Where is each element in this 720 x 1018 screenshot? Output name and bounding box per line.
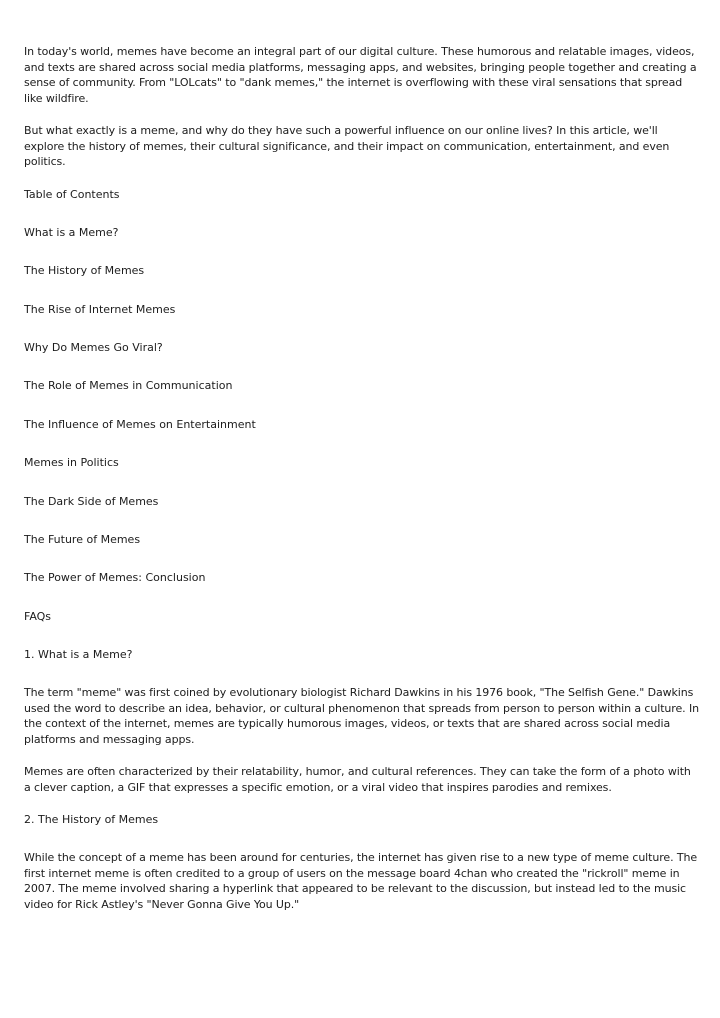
toc-item-future-of-memes: The Future of Memes [24,533,141,547]
toc-item-influence-on-entertainment: The Influence of Memes on Entertainment [24,417,256,431]
toc-item-why-memes-go-viral: Why Do Memes Go Viral? [24,341,163,355]
intro-paragraph-2: But what exactly is a meme, and why do they have such a powerful influence on our online lives? In this article, we'll explore the history of memes, their cultural significance, and their impact on communication, entertainment, and even politics. [24,124,670,168]
toc-item-role-in-communication: The Role of Memes in Communication [24,379,233,393]
section-1-heading: 1. What is a Meme? [24,648,133,662]
section-1-paragraph-2: Memes are often characterized by their relatability, humor, and cultural references. They can take the form of a photo with a clever caption, a GIF that expresses a specific emotion, or a viral video that inspires parodies and remixes. [24,765,691,794]
toc-item-what-is-a-meme: What is a Meme? [24,225,119,239]
toc-item-faqs: FAQs [24,609,52,623]
article [24,44,700,929]
toc-item-conclusion: The Power of Memes: Conclusion [24,571,206,585]
toc-item-rise-of-internet-memes: The Rise of Internet Memes [24,302,176,316]
toc-title: Table of Contents [24,187,120,201]
table-of-contents [24,225,700,647]
section-1-paragraph-1: The term "meme" was first coined by evolutionary biologist Richard Dawkins in his 1976 book, "The Selfish Gene." Dawkins used the word to describe an idea, behavior, or cultural phenomenon that spreads from person to person within a culture. In the context of the internet, memes are typically humorous images, videos, or texts that are shared across social media platforms and messaging apps. [24,686,699,746]
section-2-paragraph-1: While the concept of a meme has been around for centuries, the internet has given rise to a new type of meme culture. The first internet meme is often credited to a group of users on the message board 4chan who created the "rickroll" meme in 2007. The meme involved sharing a hyperlink that appeared to be relevant to the discussion, but instead led to the music video for Rick Astley's "Never Gonna Give You Up." [24,851,698,911]
toc-item-dark-side: The Dark Side of Memes [24,494,159,508]
toc-item-memes-in-politics: Memes in Politics [24,456,119,470]
section-2-heading: 2. The History of Memes [24,813,159,827]
toc-item-history-of-memes: The History of Memes [24,264,145,278]
intro-paragraph-1: In today's world, memes have become an integral part of our digital culture. These humorous and relatable images, videos, and texts are shared across social media platforms, messaging apps, and websites, bringing people together and creating a sense of community. From "LOLcats" to "dank memes," the internet is overflowing with these viral sensations that spread like wildfire. [24,45,697,105]
